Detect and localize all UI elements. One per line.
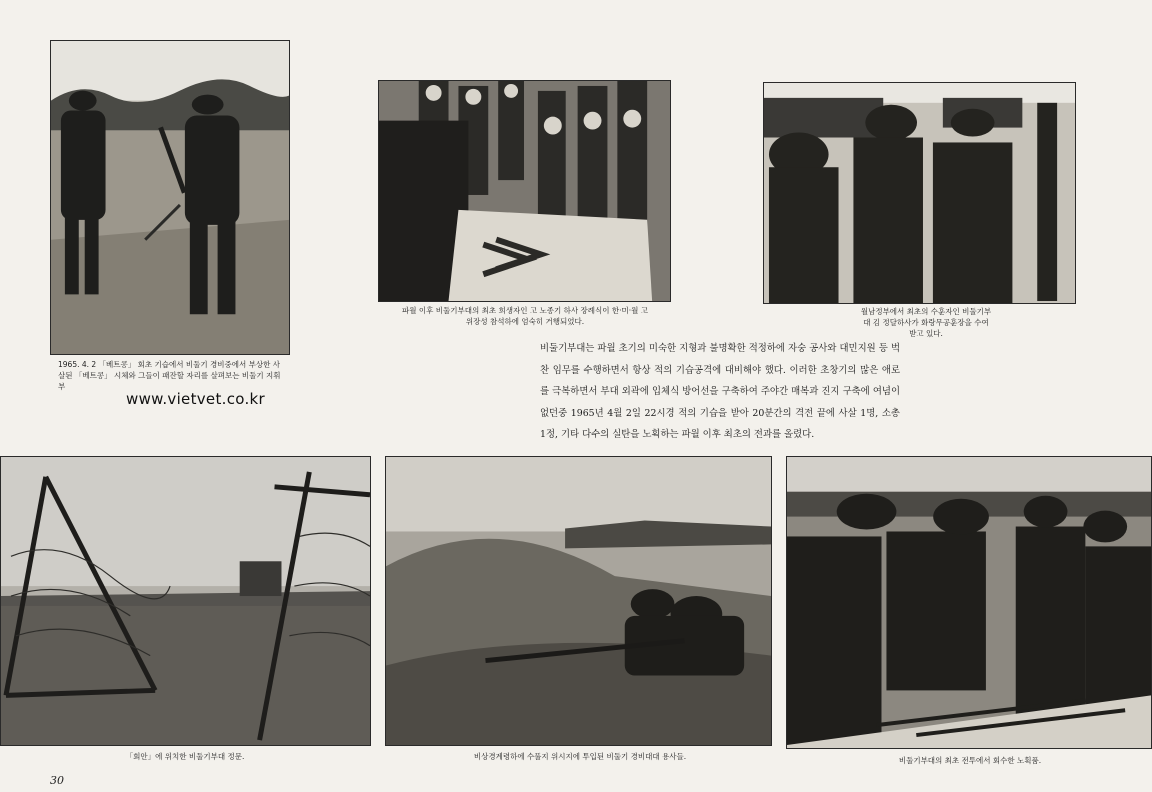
caption-base-gate: 「회안」에 위치한 비둘기부대 정문. <box>125 752 245 761</box>
photo-base-gate <box>0 456 371 746</box>
photo-medal-award <box>763 82 1076 304</box>
caption-medal-award: 월남정부에서 최초의 수훈자인 비둘기부대 김 정달하사가 화랑무공훈장을 수여받고 있다. <box>860 307 992 338</box>
photo-funeral-ceremony <box>378 80 671 302</box>
body-paragraph: 비둘기부대는 파월 초기의 미숙한 지형과 불명확한 적정하에 자숭 공사와 대민지원 등 벅찬 임무를 수행하면서 항상 적의 기습공격에 대비해야 했다. 이러한 초창기의 많은 애로를 극복하면서 부대 외곽에 입체식 방어선을 구축하여 주야간 매복과 진지 구축에 여념이 없던중 1965년 4월 2일 22시경 적의 기습을 받아 20분간의 격전 끝에 사살 1명, 소총 1정, 기타 다수의 실탄을 노획하는 파월 이후 최초의 전과를 올렸다. <box>540 343 900 440</box>
photo-patrol-site <box>50 40 290 355</box>
page-number: 30 <box>50 774 64 787</box>
caption-captured-weapons: 비둘기부대의 최초 전투에서 회수한 노획품. <box>898 756 1042 765</box>
photo-trench-guards <box>385 456 772 746</box>
photo-captured-weapons <box>786 456 1152 749</box>
caption-trench-guards: 비상경계령하에 수풀지 위시지에 투입된 비둘기 경비대대 용사들. <box>473 752 687 761</box>
caption-funeral-ceremony: 파월 이후 비둘기부대의 최초 희생자인 고 노종기 하사 장례식이 한·미·월 고위장성 참석하에 엄숙히 거행되었다. <box>402 306 648 326</box>
watermark-url: www.vietvet.co.kr <box>126 390 265 408</box>
caption-patrol-site: 1965. 4. 2 「베트콩」 회초 기습에서 비둘기 경비중에서 부상한 사살된 「베트콩」 시체와 그들이 패잔할 자리를 살펴보는 비둘기 지휘부 <box>58 360 281 391</box>
